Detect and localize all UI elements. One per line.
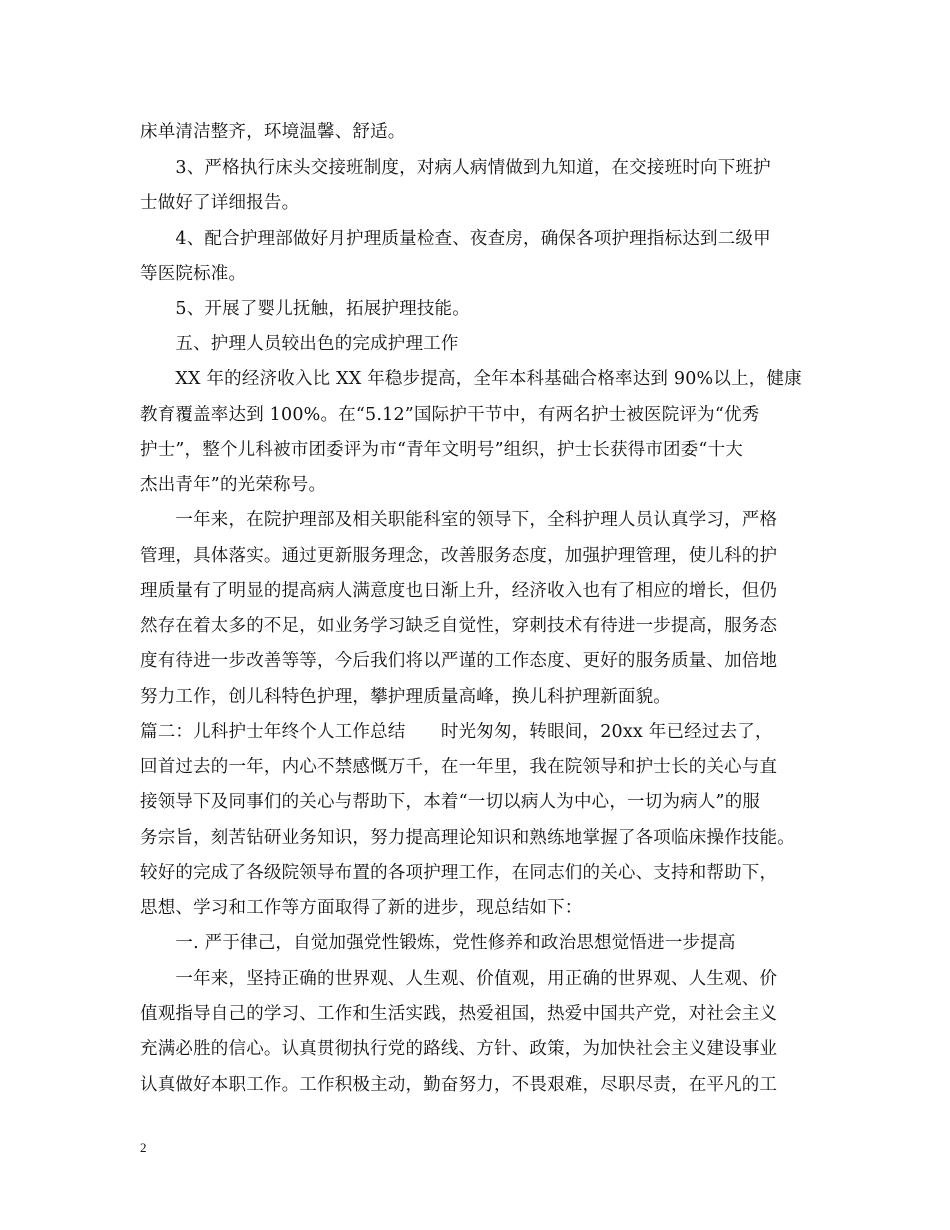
text-line: 管理，具体落实。通过更新服务理念，改善服务态度，加强护理管理，使儿科的护	[140, 546, 778, 566]
text-line: 4、配合护理部做好月护理质量检查、夜查房，确保各项护理指标达到二级甲	[140, 229, 771, 249]
text-line: XX 年的经济收入比 XX 年稳步提高，全年本科基础合格率达到 90%以上，健康	[140, 369, 802, 389]
text-line: 护士”，整个儿科被市团委评为市“青年文明号”组织，护士长获得市团委“十大	[140, 440, 743, 460]
text-line: 较好的完成了各级院领导布置的各项护理工作，在同志们的关心、支持和帮助下，	[140, 863, 778, 883]
text-line: 等医院标准。	[140, 264, 247, 284]
text-line: 充满必胜的信心。认真贯彻执行党的路线、方针、政策，为加快社会主义建设事业	[140, 1039, 778, 1059]
section-heading: 一. 严于律己，自觉加强党性锻炼，党性修养和政治思想觉悟进一步提高	[140, 933, 736, 953]
text-line: 然存在着太多的不足，如业务学习缺乏自觉性，穿刺技术有待进一步提高，服务态	[140, 616, 778, 636]
text-line: 务宗旨，刻苦钻研业务知识，努力提高理论知识和熟练地掌握了各项临床操作技能。	[140, 828, 795, 848]
page-number: 2	[140, 1140, 147, 1155]
text-line: 回首过去的一年，内心不禁感慨万千，在一年里，我在院领导和护士长的关心与直	[140, 757, 778, 777]
text-line: 一年来，在院护理部及相关职能科室的领导下，全科护理人员认真学习，严格	[140, 510, 778, 530]
text-line: 3、严格执行床头交接班制度，对病人病情做到九知道，在交接班时向下班护	[140, 158, 771, 178]
section-heading: 篇二：儿科护士年终个人工作总结 时光匆匆，转眼间，20xx 年已经过去了，	[140, 722, 773, 742]
text-line: 认真做好本职工作。工作积极主动，勤奋努力，不畏艰难，尽职尽责，在平凡的工	[140, 1075, 778, 1095]
section-heading: 五、护理人员较出色的完成护理工作	[140, 334, 459, 354]
text-line: 接领导下及同事们的关心与帮助下，本着“一切以病人为中心，一切为病人”的服	[140, 792, 761, 812]
text-line: 值观指导自己的学习、工作和生活实践，热爱祖国，热爱中国共产党，对社会主义	[140, 1004, 778, 1024]
text-line: 士做好了详细报告。	[140, 193, 300, 213]
text-line: 努力工作，创儿科特色护理，攀护理质量高峰，换儿科护理新面貌。	[140, 687, 671, 707]
text-line: 一年来，坚持正确的世界观、人生观、价值观，用正确的世界观、人生观、价	[140, 969, 778, 989]
text-line: 床单清洁整齐，环境温馨、舒适。	[140, 122, 406, 142]
text-line: 思想、学习和工作等方面取得了新的进步，现总结如下：	[140, 898, 583, 918]
text-line: 度有待进一步改善等等，今后我们将以严谨的工作态度、更好的服务质量、加倍地	[140, 651, 778, 671]
text-line: 教育覆盖率达到 100%。在“5.12”国际护干节中，有两名护士被医院评为“优秀	[140, 405, 760, 425]
text-line: 理质量有了明显的提高病人满意度也日渐上升，经济收入也有了相应的增长，但仍	[140, 581, 778, 601]
text-line: 杰出青年”的光荣称号。	[140, 475, 327, 495]
text-line: 5、开展了婴儿抚触，拓展护理技能。	[140, 299, 470, 319]
